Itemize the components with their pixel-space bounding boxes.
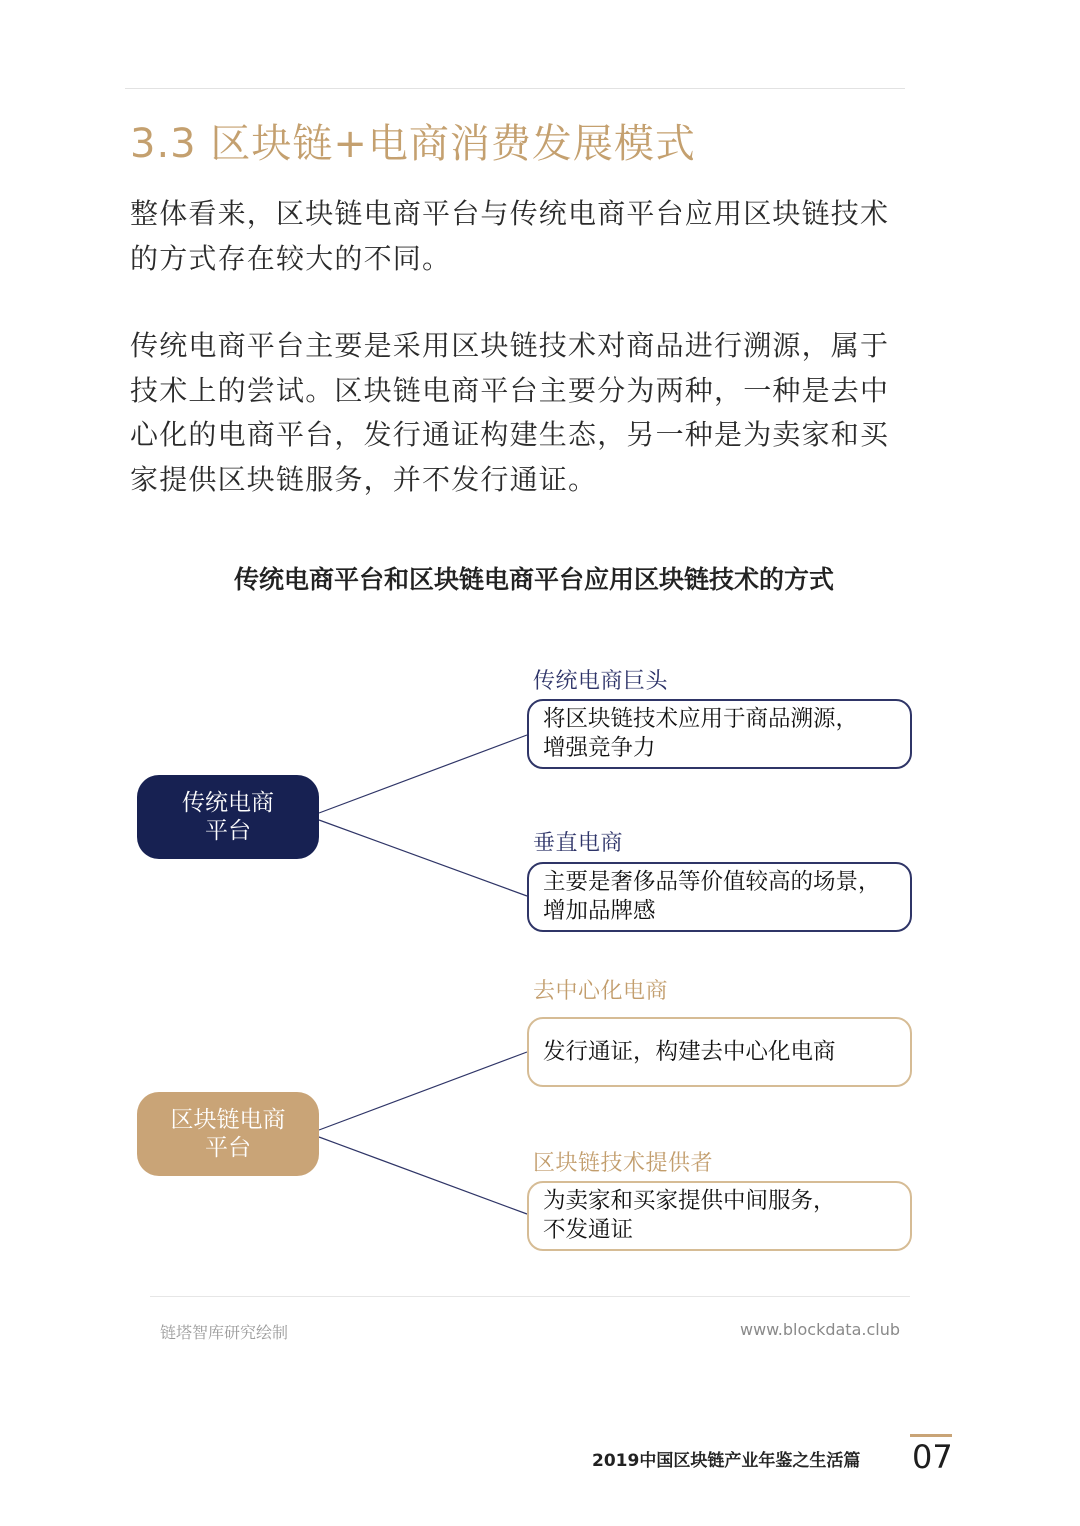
branch-text: 增强竞争力 [543, 735, 656, 761]
source-note: 链塔智库研究绘制 [160, 1323, 289, 1342]
node-label: 区块链电商 [170, 1107, 286, 1133]
branch-box-decentralized [527, 1017, 912, 1087]
page-number: 07 [912, 1438, 953, 1476]
book-title: 2019中国区块链产业年鉴之生活篇 [592, 1451, 861, 1471]
traditional-ecommerce-node [137, 775, 319, 859]
paragraph-line: 的方式存在较大的不同。 [130, 241, 452, 275]
branch-text: 发行通证，构建去中心化电商 [543, 1038, 836, 1065]
connector-line [319, 1052, 527, 1130]
branch-text: 为卖家和买家提供中间服务， [543, 1188, 836, 1214]
section-title: 3.3 区块链+电商消费发展模式 [130, 121, 696, 167]
branch-label-traditional-giants: 传统电商巨头 [533, 669, 669, 694]
branch-box-vertical-ecommerce [527, 862, 912, 932]
branch-label-decentralized: 去中心化电商 [533, 979, 669, 1004]
paragraph-line: 技术上的尝试。区块链电商平台主要分为两种，一种是去中 [130, 373, 890, 407]
node-label: 传统电商 [182, 790, 274, 816]
bottom-divider [150, 1296, 910, 1297]
page-number-accent [910, 1434, 952, 1437]
node-label: 平台 [205, 818, 251, 844]
paragraph-line: 传统电商平台主要是采用区块链技术对商品进行溯源，属于 [130, 329, 890, 362]
connector-line [319, 1137, 527, 1214]
diagram-title: 传统电商平台和区块链电商平台应用区块链技术的方式 [233, 565, 834, 594]
paragraph-line: 整体看来，区块链电商平台与传统电商平台应用区块链技术 [130, 197, 890, 230]
branch-label-vertical-ecommerce: 垂直电商 [533, 831, 624, 856]
website-link[interactable]: www.blockdata.club [740, 1320, 900, 1339]
connector-line [319, 735, 527, 813]
connector-line [319, 820, 527, 896]
paragraph-line: 心化的电商平台，发行通证构建生态，另一种是为卖家和买 [130, 418, 890, 451]
branch-box-tech-provider [527, 1181, 912, 1251]
branch-text: 增加品牌感 [543, 898, 656, 924]
branch-label-tech-provider: 区块链技术提供者 [533, 1151, 714, 1176]
branch-box-traditional-giants [527, 699, 912, 769]
branch-text: 不发通证 [543, 1217, 634, 1243]
blockchain-ecommerce-node [137, 1092, 319, 1176]
branch-text: 将区块链技术应用于商品溯源， [543, 706, 859, 732]
node-label: 平台 [205, 1135, 251, 1161]
paragraph-line: 家提供区块链服务，并不发行通证。 [130, 462, 598, 496]
branch-text: 主要是奢侈品等价值较高的场景， [543, 869, 881, 895]
